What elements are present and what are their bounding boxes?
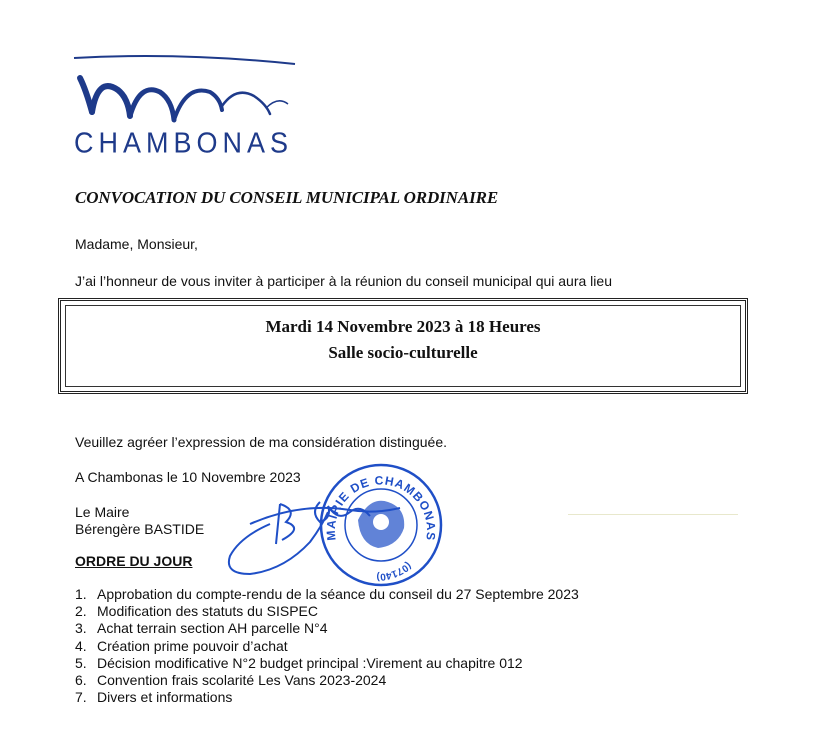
agenda-item: 7. Divers et informations (75, 689, 233, 706)
agenda-heading: ORDRE DU JOUR (75, 553, 193, 569)
agenda-item: 2. Modification des statuts du SISPEC (75, 603, 318, 620)
agenda-list (75, 586, 579, 706)
closing-text: Veuillez agréer l’expression de ma considération distinguée. (75, 434, 447, 450)
signatory-name: Bérengère BASTIDE (75, 521, 205, 537)
meeting-place: Salle socio-culturelle (328, 343, 478, 362)
faint-divider (568, 514, 738, 515)
agenda-item: 1. Approbation du compte-rendu de la séance du conseil du 27 Septembre 2023 (75, 586, 579, 602)
meeting-datetime: Mardi 14 Novembre 2023 à 18 Heures (265, 317, 541, 336)
agenda-item: 5. Décision modificative N°2 budget principal :Virement au chapitre 012 (75, 654, 523, 671)
invitation-text: J’ai l’honneur de vous inviter à participer à la réunion du conseil municipal qui aura lieu (75, 273, 612, 289)
agenda-item: 4. Création prime pouvoir d’achat (75, 637, 288, 654)
salutation: Madame, Monsieur, (75, 236, 198, 252)
stamp-top-text: MAIRIE DE CHAMBONAS (323, 473, 439, 542)
stamp-code: (07140) (376, 559, 414, 583)
chambonas-logo (70, 50, 310, 170)
document-title: CONVOCATION DU CONSEIL MUNICIPAL ORDINAIRE (75, 188, 499, 207)
logo-text: CHAMBONAS (74, 127, 294, 159)
place-date: A Chambonas le 10 Novembre 2023 (75, 469, 301, 485)
mayor-signature (210, 482, 410, 582)
meeting-info-box (58, 298, 748, 394)
signatory-role: Le Maire (75, 504, 130, 520)
agenda-item: 6. Convention frais scolarité Les Vans 2023-2024 (75, 672, 387, 689)
bridge-arches-icon (70, 50, 310, 130)
agenda-item: 3. Achat terrain section AH parcelle N°4 (75, 620, 328, 637)
